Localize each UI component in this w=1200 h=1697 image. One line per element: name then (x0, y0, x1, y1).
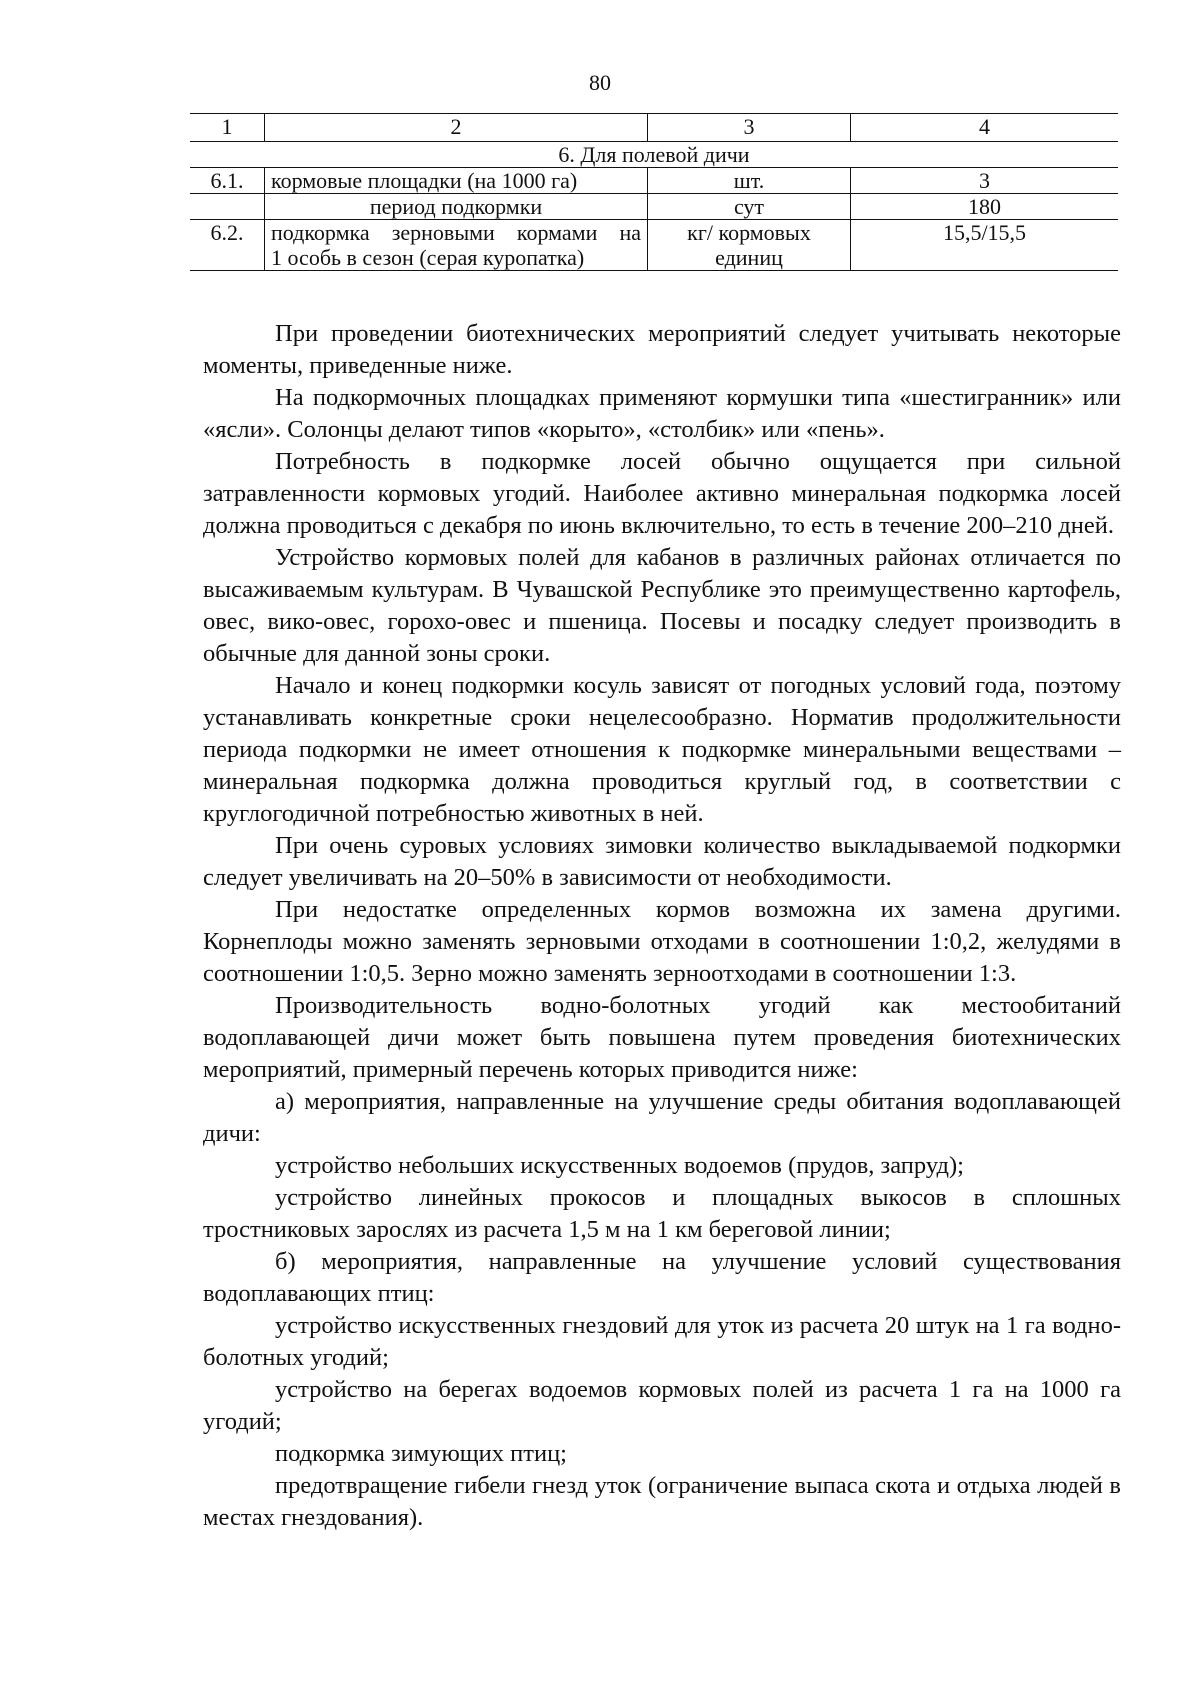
row-unit: шт. (648, 168, 851, 194)
row-value: 180 (851, 194, 1119, 220)
row-number (190, 194, 265, 220)
norms-table (190, 113, 1118, 271)
paragraph: На подкормочных площадках применяют кормушки типа «шестигранник» или «ясли». Солонцы делают типов «корыто», «столбик» или «пень». (203, 384, 1121, 443)
header-cell-1: 1 (190, 114, 265, 142)
row-value: 3 (851, 168, 1119, 194)
row-value: 15,5/15,5 (851, 220, 1119, 271)
body-text (203, 318, 1121, 1534)
paragraph: Потребность в подкормке лосей обычно ощущается при сильной затравленности кормовых угодий. Наиболее активно минеральная подкормка лосей должна проводиться с декабря по июнь включительно, то есть в течение 200–210 дней. (203, 448, 1121, 539)
row-number: 6.1. (190, 168, 265, 194)
header-cell-2: 2 (265, 114, 648, 142)
paragraph: подкормка зимующих птиц; (275, 1440, 567, 1467)
row-name: период подкормки (265, 194, 648, 220)
paragraph: устройство небольших искусственных водоемов (прудов, запруд); (275, 1152, 964, 1179)
paragraph: устройство линейных прокосов и площадных выкосов в сплошных тростниковых зарослях из расчета 1,5 м на 1 км береговой линии; (203, 1184, 1121, 1243)
row-unit-line-1: кг/ кормовых (687, 220, 811, 245)
header-cell-4: 4 (851, 114, 1119, 142)
row-name-line-1: подкормка зерновыми кормами на (271, 220, 641, 245)
paragraph: а) мероприятия, направленные на улучшение среды обитания водоплавающей дичи: (203, 1088, 1121, 1147)
paragraph: При очень суровых условиях зимовки количество выкладываемой подкормки следует увеличивать на 20–50% в зависимости от необходимости. (203, 832, 1121, 891)
paragraph: Начало и конец подкормки косуль зависят от погодных условий года, поэтому устанавливать конкретные сроки нецелесообразно. Норматив продолжительности периода подкормки не имеет отношения к подкормке минеральными веществами – минеральная подкормка должна проводиться круглый год, в соответствии с круглогодичной потребностью животных в ней. (203, 672, 1121, 827)
table-row (190, 220, 1118, 271)
table-row (190, 168, 1118, 194)
paragraph: предотвращение гибели гнезд уток (ограничение выпаса скота и отдыха людей в местах гнездования). (203, 1472, 1121, 1531)
row-name-line-2: 1 особь в сезон (серая куропатка) (271, 245, 585, 270)
page-number: 80 (589, 70, 611, 95)
row-name (265, 220, 648, 271)
row-unit: сут (648, 194, 851, 220)
table-row (190, 194, 1118, 220)
paragraph: б) мероприятия, направленные на улучшение условий существования водоплавающих птиц: (203, 1248, 1121, 1307)
row-number: 6.2. (190, 220, 265, 271)
section-title: 6. Для полевой дичи (190, 142, 1118, 168)
paragraph: При проведении биотехнических мероприятий следует учитывать некоторые моменты, приведенные ниже. (203, 320, 1121, 379)
row-unit-line-2: единиц (715, 245, 783, 270)
table-header-row (190, 114, 1118, 142)
paragraph: устройство искусственных гнездовий для уток из расчета 20 штук на 1 га водно-болотных угодий; (203, 1312, 1121, 1371)
paragraph: устройство на берегах водоемов кормовых полей из расчета 1 га на 1000 га угодий; (203, 1376, 1121, 1435)
paragraph: При недостатке определенных кормов возможна их замена другими. Корнеплоды можно заменять зерновыми отходами в соотношении 1:0,2, желудями в соотношении 1:0,5. Зерно можно заменять зерноотходами в соотношении 1:3. (203, 896, 1121, 987)
paragraph: Устройство кормовых полей для кабанов в различных районах отличается по высаживаемым культурам. В Чувашской Республике это преимущественно картофель, овес, вико-овес, горохо-овес и пшеница. Посевы и посадку следует производить в обычные для данной зоны сроки. (203, 544, 1121, 667)
row-name: кормовые площадки (на 1000 га) (265, 168, 648, 194)
paragraph: Производительность водно-болотных угодий как местообитаний водоплавающей дичи может быть повышена путем проведения биотехнических мероприятий, примерный перечень которых приводится ниже: (203, 992, 1121, 1083)
row-unit (648, 220, 851, 271)
table-section-row (190, 142, 1118, 168)
header-cell-3: 3 (648, 114, 851, 142)
